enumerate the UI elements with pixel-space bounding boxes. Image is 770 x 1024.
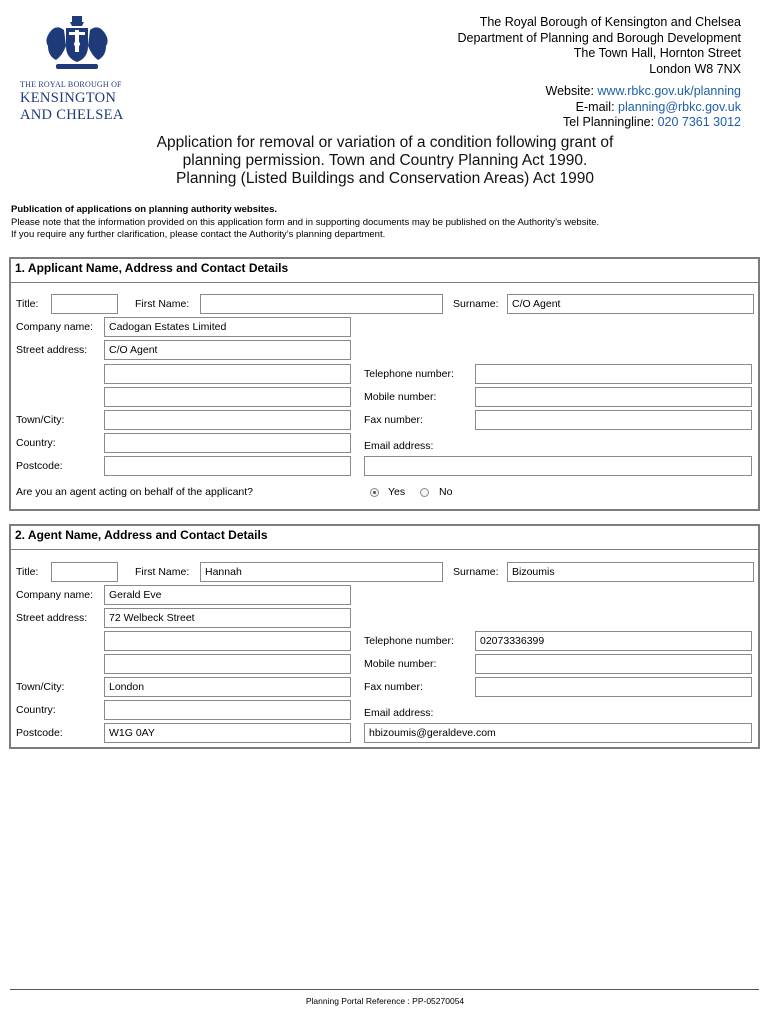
form-title [0,134,770,188]
organisation-name: The Royal Borough of Kensington and Chelsea [479,15,741,29]
publication-text-1: Please note that the information provided on this application form and in supporting documents may be published on the Authority’s website. [11,217,600,228]
agent-street-1-field[interactable]: 72 Welbeck Street [104,608,351,628]
section-2-heading: 2. Agent Name, Address and Contact Details [15,528,268,542]
agent-section [9,524,760,749]
applicant-town-field[interactable] [104,410,351,430]
applicant-telephone-field[interactable] [475,364,752,384]
postcode-label: Postcode: [16,727,63,739]
contact-details [546,84,741,131]
applicant-country-field[interactable] [104,433,351,453]
title-label: Title: [16,298,39,310]
council-logo [20,14,130,124]
address-line-2: London W8 7NX [649,61,741,76]
agent-yes-label: Yes [388,486,406,498]
form-title-line-3: Planning (Listed Buildings and Conservation Areas) Act 1990 [176,170,594,187]
country-label: Country: [16,437,56,449]
applicant-company-field[interactable]: Cadogan Estates Limited [104,317,351,337]
applicant-first-name-field[interactable] [200,294,443,314]
publication-text-2: If you require any further clarification, please contact the Authority’s planning department. [11,229,386,240]
phone-number: 020 7361 3012 [657,115,741,129]
publication-heading: Publication of applications on planning authority websites. [11,204,278,215]
agent-no-radio[interactable] [420,488,429,497]
applicant-street-2-field[interactable] [104,364,351,384]
first-name-label: First Name: [135,566,190,578]
applicant-postcode-field[interactable] [104,456,351,476]
email-address-label: Email address: [364,707,434,719]
applicant-section [9,257,760,511]
agent-country-field[interactable] [104,700,351,720]
logo-line-3: AND CHELSEA [20,107,124,123]
email-address-label: Email address: [364,440,434,452]
agent-title-field[interactable] [51,562,118,582]
email-label: E-mail: [575,99,615,114]
agent-company-field[interactable]: Gerald Eve [104,585,351,605]
agent-yes-radio[interactable] [370,488,379,497]
fax-label: Fax number: [364,414,423,426]
postcode-label: Postcode: [16,460,63,472]
applicant-fax-field[interactable] [475,410,752,430]
agent-street-2-field[interactable] [104,631,351,651]
section-1-heading: 1. Applicant Name, Address and Contact Details [15,261,289,275]
email-link[interactable]: planning@rbkc.gov.uk [618,99,741,114]
department-name: Department of Planning and Borough Development [457,30,741,45]
applicant-mobile-field[interactable] [475,387,752,407]
logo-line-1: THE ROYAL BOROUGH OF [20,80,122,89]
title-label: Title: [16,566,39,578]
applicant-street-3-field[interactable] [104,387,351,407]
planning-portal-reference: Planning Portal Reference : PP-05270054 [305,996,465,1006]
mobile-label: Mobile number: [364,658,437,670]
street-address-label: Street address: [16,612,88,624]
agent-street-3-field[interactable] [104,654,351,674]
applicant-title-field[interactable] [51,294,118,314]
form-title-line-2: planning permission. Town and Country Planning Act 1990. [182,152,588,169]
agent-postcode-field[interactable]: W1G 0AY [104,723,351,743]
agent-no-label: No [439,486,453,498]
telephone-label: Telephone number: [364,368,454,380]
section-divider [11,549,758,550]
agent-surname-field[interactable]: Bizoumis [507,562,754,582]
telephone-label: Telephone number: [364,635,454,647]
country-label: Country: [16,704,56,716]
agent-telephone-field[interactable]: 02073336399 [475,631,752,651]
fax-label: Fax number: [364,681,423,693]
address-line-1: The Town Hall, Hornton Street [573,46,741,60]
website-label: Website: [545,84,594,98]
town-city-label: Town/City: [16,414,65,426]
applicant-street-1-field[interactable]: C/O Agent [104,340,351,360]
agent-town-field[interactable]: London [104,677,351,697]
footer-divider [10,989,759,990]
agent-fax-field[interactable] [475,677,752,697]
mobile-label: Mobile number: [364,391,437,403]
phone-label: Tel Planningline: [563,115,655,129]
agent-mobile-field[interactable] [475,654,752,674]
logo-line-2: KENSINGTON [20,90,117,106]
website-link[interactable]: www.rbkc.gov.uk/planning [597,84,741,98]
first-name-label: First Name: [135,298,190,310]
surname-label: Surname: [453,298,499,310]
company-name-label: Company name: [16,589,94,601]
agent-question: Are you an agent acting on behalf of the applicant? [16,486,254,498]
section-divider [11,282,758,283]
coat-of-arms-icon [42,14,112,76]
town-city-label: Town/City: [16,681,65,693]
organisation-address [457,15,741,77]
applicant-email-field[interactable] [364,456,752,476]
agent-email-field[interactable]: hbizoumis@geraldeve.com [364,723,752,743]
street-address-label: Street address: [16,344,88,356]
agent-first-name-field[interactable]: Hannah [200,562,443,582]
surname-label: Surname: [453,566,499,578]
company-name-label: Company name: [16,321,94,333]
applicant-surname-field[interactable]: C/O Agent [507,294,754,314]
form-title-line-1: Application for removal or variation of a condition following grant of [156,134,614,151]
